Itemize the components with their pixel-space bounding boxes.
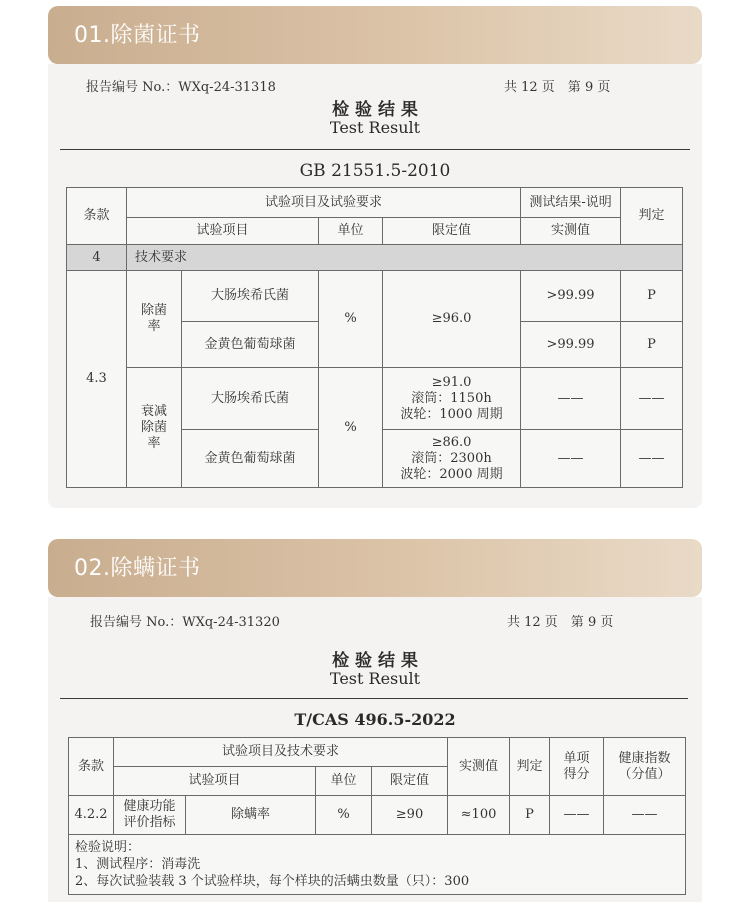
s1-verdict-1: P: [621, 271, 683, 322]
s2-note-title: 检验说明：: [75, 840, 141, 855]
section1-title: 01.除菌证书: [74, 23, 201, 48]
section2-report-no: 报告编号 No.：WXq-24-31320: [90, 615, 280, 630]
s2-clause: 4.2.2: [69, 796, 114, 835]
s2-h-clause: 条款: [69, 738, 114, 796]
s1-h-item: 试验项目: [127, 218, 319, 245]
s1-clause: 4.3: [67, 271, 127, 488]
s2-health: ——: [604, 796, 686, 835]
s2-h-items-req: 试验项目及技术要求: [114, 738, 448, 767]
section2-certificate: [48, 597, 702, 902]
section2-heading-cn: 检 验 结 果: [332, 651, 418, 671]
s2-category: 健康功能 评价指标: [114, 796, 186, 835]
s1-result-3: ——: [521, 368, 621, 430]
section1-heading-cn: 检 验 结 果: [332, 100, 418, 120]
s2-note-2: 2、每次试验装载 3 个试验样块，每个样块的活螨虫数量（只）：300: [75, 874, 470, 889]
s2-h-measured: 实测值: [448, 738, 510, 796]
s2-h-limit: 限定值: [372, 767, 448, 796]
s2-note-1: 1、测试程序：消毒洗: [75, 857, 201, 872]
section2-divider: [60, 698, 688, 699]
s1-category-attenuation: 衰减 除菌 率: [127, 368, 182, 488]
s1-limit-1: ≥96.0: [383, 271, 521, 368]
s1-h-limit: 限定值: [383, 218, 521, 245]
section1-header: [48, 6, 702, 64]
s2-unit: %: [316, 796, 372, 835]
s1-h-unit: 单位: [319, 218, 383, 245]
s2-h-item-score: 单项 得分: [550, 738, 604, 796]
s1-organism-staph: 金黄色葡萄球菌: [182, 322, 319, 368]
s2-measured: ≈100: [448, 796, 510, 835]
s2-h-item: 试验项目: [114, 767, 316, 796]
s2-limit: ≥90: [372, 796, 448, 835]
s1-unit-1: %: [319, 271, 383, 368]
s1-h-result-note: 测试结果-说明: [521, 188, 621, 218]
s1-result-2: >99.99: [521, 322, 621, 368]
s1-result-4: ——: [521, 430, 621, 488]
s1-h-clause: 条款: [67, 188, 127, 245]
section1-report-no: 报告编号 No.：WXq-24-31318: [86, 80, 276, 95]
s1-group-clause: 4: [67, 245, 127, 271]
s2-notes-cell: [69, 835, 686, 895]
s1-verdict-2: P: [621, 322, 683, 368]
s1-group-label: 技术要求: [127, 245, 683, 271]
section2-header: [48, 539, 702, 597]
s1-h-items-req: 试验项目及试验要求: [127, 188, 521, 218]
s2-h-unit: 单位: [316, 767, 372, 796]
s1-unit-2: %: [319, 368, 383, 488]
s1-verdict-3: ——: [621, 368, 683, 430]
s2-score: ——: [550, 796, 604, 835]
s1-organism-ecoli: 大肠埃希氏菌: [182, 271, 319, 322]
s1-h-verdict: 判定: [621, 188, 683, 245]
section1-result-table: [66, 187, 683, 488]
section1-divider: [60, 149, 690, 150]
section2-title: 02.除螨证书: [74, 556, 201, 581]
s1-h-measured: 实测值: [521, 218, 621, 245]
s2-notes: [75, 839, 679, 890]
s2-verdict: P: [510, 796, 550, 835]
s1-organism-ecoli-2: 大肠埃希氏菌: [182, 368, 319, 430]
s2-h-health-index: 健康指数 （分值）: [604, 738, 686, 796]
section2-heading-en: Test Result: [329, 669, 421, 688]
s1-limit-2: ≥91.0 滚筒：1150h 波轮：1000 周期: [383, 368, 521, 430]
section1-certificate: [48, 64, 702, 508]
section1-pages: 共 12 页 第 9 页: [504, 80, 611, 95]
s2-h-verdict: 判定: [510, 738, 550, 796]
section2-pages: 共 12 页 第 9 页: [507, 615, 614, 630]
s1-result-1: >99.99: [521, 271, 621, 322]
section2-standard: T/CAS 496.5-2022: [294, 710, 456, 729]
s1-verdict-4: ——: [621, 430, 683, 488]
s1-category-removal: 除菌 率: [127, 271, 182, 368]
s2-item: 除螨率: [186, 796, 316, 835]
s1-organism-staph-2: 金黄色葡萄球菌: [182, 430, 319, 488]
s1-limit-3: ≥86.0 滚筒：2300h 波轮：2000 周期: [383, 430, 521, 488]
section1-heading-en: Test Result: [329, 118, 421, 137]
section2-result-table: [68, 737, 686, 895]
section1-standard: GB 21551.5-2010: [299, 161, 451, 181]
